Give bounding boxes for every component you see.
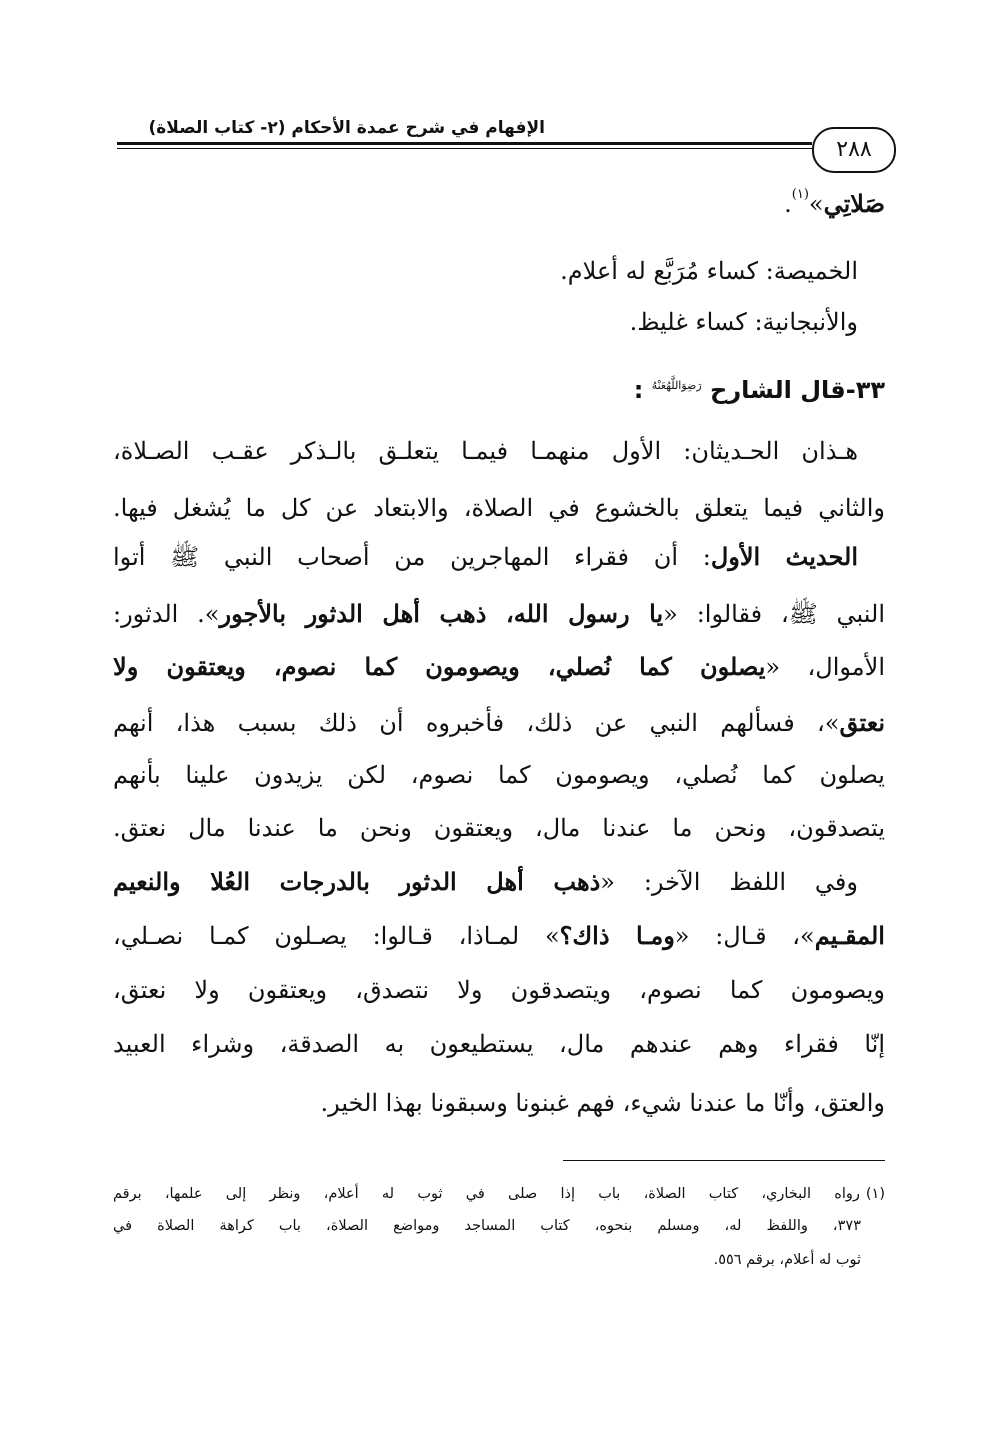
- running-header-title: الإفهام في شرح عمدة الأحكام (٢- كتاب الصلاة): [148, 118, 545, 138]
- header-rule: [117, 142, 812, 145]
- page-number: ٢٨٨: [812, 127, 896, 173]
- line-3: والأنبجانية: كساء غليظ.: [629, 308, 858, 336]
- footnote-line: ٣٧٣، واللفظ له، ومسلم بنحوه، كتاب المساجد ومواضع الصلاة، باب كراهة الصلاة في: [113, 1218, 861, 1234]
- paragraph-line: الحديث الأول: أن فقراء المهاجرين من أصحاب النبي ﷺ أتوا: [113, 542, 858, 571]
- paragraph-line: وفي اللفظ الآخر: «ذهب أهل الدثور بالدرجات العُلا والنعيم: [113, 867, 858, 896]
- paragraph-line: يصلون كما نُصلي، ويصومون كما نصوم، لكن يزيدون علينا بأنهم: [113, 761, 885, 789]
- honorific-glyph: رَضِوَاللَّهُعَنْهُ: [651, 379, 702, 392]
- footnote-ref[interactable]: (١): [791, 187, 809, 202]
- paragraph-line: والثاني فيما يتعلق بالخشوع في الصلاة، والابتعاد عن كل ما يُشغل فيها.: [113, 494, 885, 522]
- footnote-rule: [563, 1160, 885, 1161]
- footnote-line: (١)رواه البخاري، كتاب الصلاة، باب إذا صلى في ثوب له أعلام، ونظر إلى علمها، برقم: [113, 1186, 885, 1202]
- section-heading: ٣٣-قال الشارح $^{رَضِوَاللَّهُعَنْهُ}$ :: [633, 376, 885, 404]
- paragraph-line: الأموال، «يصلون كما نُصلي، ويصومون كما نصوم، ويعتقون ولا: [113, 652, 886, 681]
- line-2: الخميصة: كساء مُرَبَّع له أعلام.: [560, 257, 858, 285]
- paragraph-line: يتصدقون، ونحن ما عندنا مال، ويعتقون ونحن ما عندنا مال نعتق.: [113, 814, 885, 842]
- footnote-line: ثوب له أعلام، برقم ٥٥٦.: [713, 1252, 861, 1268]
- footnote-number: (١): [865, 1186, 885, 1202]
- paragraph-line: النبي ﷺ، فقالوا: «يا رسول الله، ذهب أهل الدثور بالأجور». الدثور:: [113, 599, 885, 628]
- paragraph-line: والعتق، وأنّا ما عندنا شيء، فهم غبنونا وسبقونا بهذا الخير.: [320, 1089, 885, 1117]
- paragraph-line: إنّا فقراء وهم عندهم مال، يستطيعون به الصدقة، وشراء العبيد: [113, 1030, 885, 1058]
- paragraph-line: ويصومون كما نصوم، ويتصدقون ولا نتصدق، ويعتقون ولا نعتق،: [113, 976, 885, 1004]
- line-1: صَلاتِي»$^{(١)}$.: [784, 187, 885, 218]
- paragraph-line: المقـيم»، قـال: «ومـا ذاك؟» لمـاذا، قـالوا: يصـلون كمـا نصـلي،: [113, 921, 885, 950]
- header-rule-thin: [117, 148, 812, 149]
- line-1-bold: صَلاتِي: [823, 189, 885, 218]
- paragraph-line: نعتق»، فسألهم النبي عن ذلك، فأخبروه أن ذلك بسبب هذا، أنهم: [113, 708, 886, 737]
- paragraph-line: هـذان الحـديثان: الأول منهمـا فيمـا يتعلـق بالـذكر عقـب الصـلاة،: [113, 437, 858, 465]
